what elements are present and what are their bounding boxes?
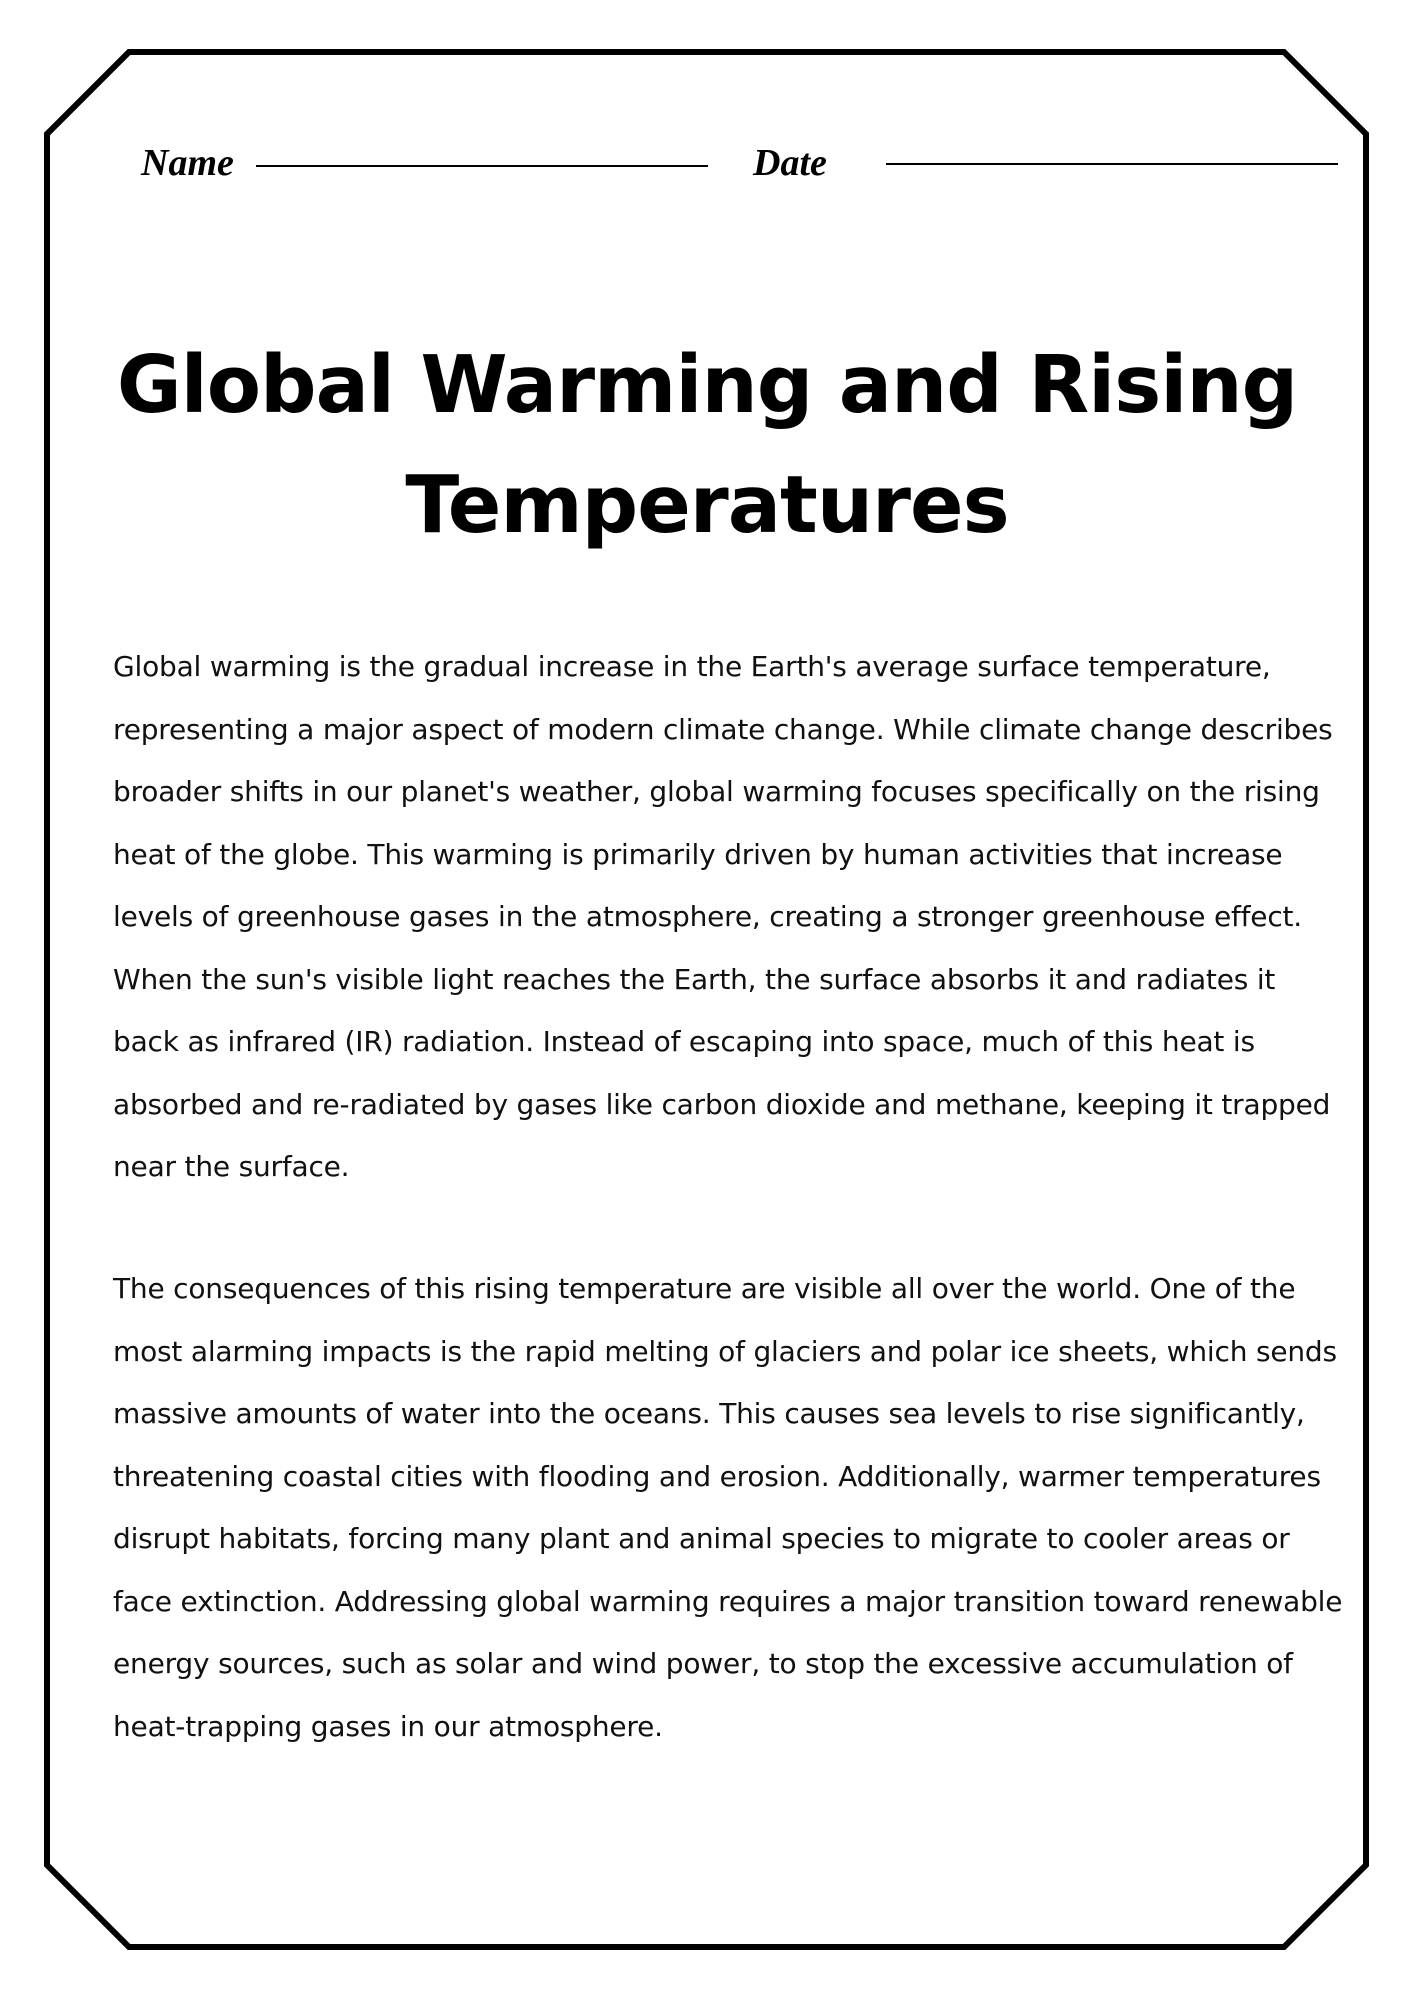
body-paragraph-1: Global warming is the gradual increase in the Earth's average surface temperature, representing a major aspect of modern climate change. While climate change describes broader shifts in our planet's weather, global warming focuses specifically on the rising heat of the globe. This warming is primarily driven by human activities that increase levels of greenhouse gases in the atmosphere, creating a stronger greenhouse effect. When the sun's visible light reaches the Earth, the surface absorbs it and radiates it back as infrared (IR) radiation. Instead of escaping into space, much of this heat is absorbed and re-radiated by gases like carbon dioxide and methane, keeping it trapped near the surface. — [113, 650, 1333, 1183]
name-field-line[interactable] — [256, 165, 708, 167]
title-line-1: Global Warming and Rising — [116, 339, 1298, 431]
page-title — [90, 325, 1324, 565]
date-field-line[interactable] — [886, 163, 1338, 165]
name-label: Name — [141, 142, 234, 184]
date-label: Date — [753, 142, 827, 184]
body-paragraph-2: The consequences of this rising temperature are visible all over the world. One of the most alarming impacts is the rapid melting of glaciers and polar ice sheets, which sends massive amounts of water into the oceans. This causes sea levels to rise significantly, threatening coastal cities with flooding and erosion. Additionally, warmer temperatures disrupt habitats, forcing many plant and animal species to migrate to cooler areas or face extinction. Addressing global warming requires a major transition toward renewable energy sources, such as solar and wind power, to stop the excessive accumulation of heat-trapping gases in our atmosphere. — [113, 1272, 1343, 1743]
title-line-2: Temperatures — [405, 459, 1009, 551]
